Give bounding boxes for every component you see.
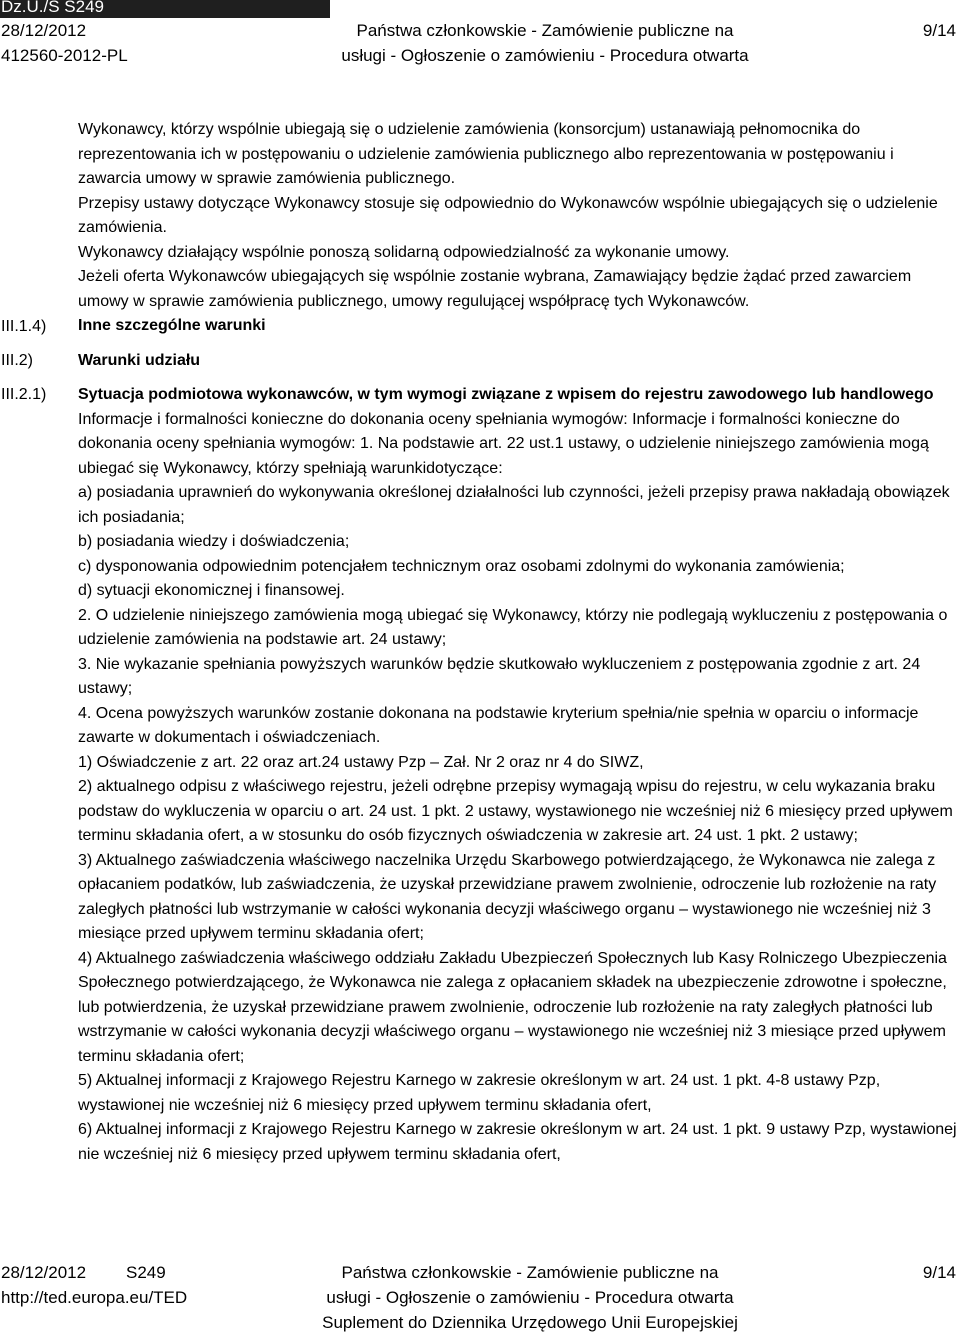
- footer-issue: S249: [126, 1263, 166, 1282]
- list-item: d) sytuacji ekonomicznej i finansowej.: [78, 582, 345, 599]
- list-item: b) posiadania wiedzy i doświadczenia;: [78, 533, 350, 550]
- section-heading-contractor-situation: Sytuacja podmiotowa wykonawców, w tym wymogi związane z wpisem do rejestru zawodowego lub handlowego: [78, 386, 934, 403]
- list-item: c) dysponowania odpowiednim potencjałem technicznym oraz osobami zdolnymi do wykonania zamówienia;: [78, 557, 845, 575]
- list-item: 4. Ocena powyższych warunków zostanie dokonana na podstawie kryterium spełnia/nie spełnia w oparciu o informacje zawarte w dokumentach i oświadczeniach.: [78, 704, 919, 746]
- document-number: 412560-2012-PL: [1, 46, 128, 65]
- header-title-line2: usługi - Ogłoszenie o zamówieniu - Procedura otwarta: [341, 46, 749, 65]
- section-number-iii-2: III.2): [1, 352, 34, 369]
- header-date: 28/12/2012: [1, 21, 87, 40]
- list-item: 2. O udzielenie niniejszego zamówienia mogą ubiegać się Wykonawcy, którzy nie podlegają wykluczeniu z postępowania o udzielenie zamówienia na podstawie art. 24 ustawy;: [78, 606, 948, 648]
- paragraph: Wykonawcy działający wspólnie ponoszą solidarną odpowiedzialność za wykonanie umowy.: [78, 243, 730, 261]
- document-body: [78, 118, 958, 1167]
- publication-bar: [0, 0, 330, 18]
- list-item: 2) aktualnego odpisu z właściwego rejestru, jeżeli odrębne przepisy wymagają wpisu do rejestru, w celu wykazania braku podstaw do wykluczenia w oparciu o art. 24 ust. 1 pkt. 2 ustawy, wystawionego nie wcześniej niż 6 miesięcy przed upływem terminu składania ofert, a w stosunku do osób fizycznych oświadczenia w zakresie art. 24 ust. 1 pkt. 2 ustawy;: [78, 778, 953, 844]
- section-heading-participation-conditions: Warunki udziału: [78, 351, 201, 369]
- list-item: 3. Nie wykazanie spełniania powyższych warunków będzie skutkowało wykluczeniem z postępowania zgodnie z art. 24 ustawy;: [78, 655, 921, 697]
- list-item: a) posiadania uprawnień do wykonywania określonej działalności lub czynności, jeżeli przepisy prawa nakładają obowiązek ich posiadania;: [78, 484, 950, 526]
- page-footer: [0, 1263, 960, 1333]
- header-title-line1: Państwa członkowskie - Zamówienie publiczne na: [356, 21, 734, 40]
- list-item: 6) Aktualnej informacji z Krajowego Rejestru Karnego w zakresie określonym w art. 24 ust. 1 pkt. 9 ustawy Pzp, wystawionej nie wcześniej niż 6 miesięcy przed upływem terminu składania ofert,: [78, 1121, 957, 1163]
- footer-title-line2: usługi - Ogłoszenie o zamówieniu - Procedura otwarta: [326, 1288, 734, 1307]
- publication-ref: Dz.U./S S249: [1, 0, 104, 16]
- footer-url-link[interactable]: http://ted.europa.eu/TED: [1, 1288, 188, 1307]
- footer-supplement-title: Suplement do Dziennika Urzędowego Unii Europejskiej: [322, 1313, 738, 1332]
- section-number-iii-1-4: III.1.4): [1, 318, 47, 335]
- page-header: [0, 0, 960, 80]
- header-page-number: 9/14: [922, 21, 956, 40]
- footer-title-line1: Państwa członkowskie - Zamówienie publiczne na: [341, 1263, 719, 1282]
- list-item: 1) Oświadczenie z art. 22 oraz art.24 ustawy Pzp – Zał. Nr 2 oraz nr 4 do SIWZ,: [78, 753, 644, 771]
- section-number-iii-2-1: III.2.1): [1, 386, 47, 403]
- list-item: 3) Aktualnego zaświadczenia właściwego naczelnika Urzędu Skarbowego potwierdzającego, że Wykonawca nie zalega z opłacaniem podatków, lub zaświadczenia, że uzyskał przewidziane prawem zwolnienie, odroczenie lub rozłożenie na raty zaległych płatności lub wstrzymanie w całości wykonania decyzji właściwego organu – wystawionego nie wcześniej niż 3 miesiące przed upływem terminu składania ofert;: [78, 851, 937, 942]
- footer-date: 28/12/2012: [1, 1263, 87, 1282]
- footer-page-number: 9/14: [922, 1263, 956, 1282]
- paragraph: Przepisy ustawy dotyczące Wykonawcy stosuje się odpowiednio do Wykonawców wspólnie ubiegających się o udzielenie zamówienia.: [78, 194, 938, 236]
- paragraph: Jeżeli oferta Wykonawców ubiegających się wspólnie zostanie wybrana, Zamawiający będzie żądać przed zawarciem umowy w sprawie zamówienia publicznego, umowy regulującej współpracę tych Wykonawców.: [78, 268, 912, 310]
- list-item: 4) Aktualnego zaświadczenia właściwego oddziału Zakładu Ubezpieczeń Społecznych lub Kasy Rolniczego Ubezpieczenia Społecznego potwierdzającego, że Wykonawca nie zalega z opłacaniem składek na ubezpieczenie zdrowotne i społeczne, lub potwierdzenia, że uzyskał przewidziane prawem zwolnienie, odroczenie lub rozłożenie na raty zaległych płatności lub wstrzymanie w całości wykonania decyzji właściwego organu – wystawionego nie wcześniej niż 3 miesiące przed upływem terminu składania ofert;: [78, 949, 947, 1065]
- paragraph: Wykonawcy, którzy wspólnie ubiegają się o udzielenie zamówienia (konsorcjum) ustanawiają pełnomocnika do reprezentowania ich w postępowaniu o udzielenie zamówienia publicznego albo reprezentowania w postępowaniu i zawarcia umowy w sprawie zamówienia publicznego.: [78, 121, 894, 187]
- paragraph: Informacje i formalności konieczne do dokonania oceny spełniania wymogów: Informacje i formalności konieczne do dokonania oceny spełniania wymogów: 1. Na podstawie art. 22 ust.1 ustawy, o udzielenie niniejszego zamówienia mogą ubiegać się Wykonawcy, którzy spełniają warunkidotyczące:: [78, 410, 929, 477]
- section-heading-other-conditions: Inne szczególne warunki: [78, 317, 266, 334]
- list-item: 5) Aktualnej informacji z Krajowego Rejestru Karnego w zakresie określonym w art. 24 ust. 1 pkt. 4-8 ustawy Pzp, wystawionej nie wcześniej niż 6 miesięcy przed upływem terminu składania ofert,: [78, 1072, 881, 1114]
